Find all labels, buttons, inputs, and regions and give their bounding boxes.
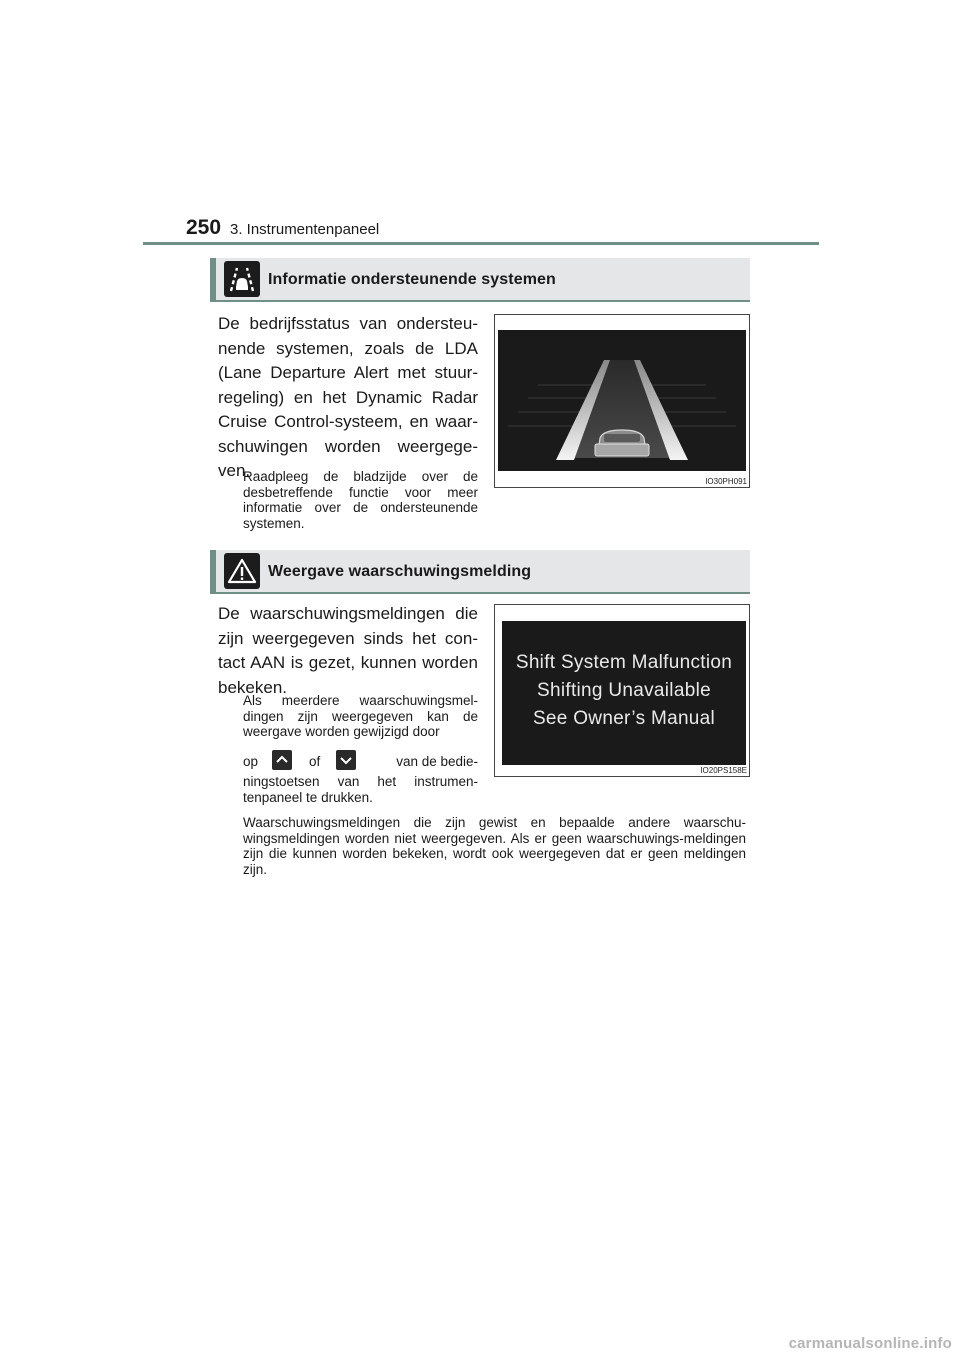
chevron-down-icon [336,750,356,770]
warning-line: Shifting Unavailable [537,680,711,701]
note-op: op [243,754,259,769]
section2-body: De waarschuwingsmeldingen die zijn weergegeven sinds het con-tact AAN is gezet, kunnen worden bekeken. [218,604,478,697]
car-lane-icon [224,261,260,297]
note-van: van de bedie- [396,754,478,769]
figure-lane-display [494,314,750,488]
warning-line: See Owner’s Manual [532,708,716,729]
key-instruction-line [243,749,478,773]
section1-body: De bedrijfsstatus van ondersteu-nende systemen, zoals de LDA (Lane Departure Alert met stuur-regeling) en het Dynamic Radar Cruise Control-systeem, en waar-schuwingen worden weergege-ven. [218,314,478,480]
figure-warning-display [494,604,750,777]
section-title: Informatie ondersteunende systemen [268,271,556,288]
section-header-support-systems [210,258,750,302]
section2-wide-note: Waarschuwingsmeldingen die zijn gewist en bepaalde andere waarschu-wingsmeldingen worden niet weergegeven. Als er geen waarschuwings-meldingen zijn die kunnen worden bekeken, wordt ook weergegeven dat er geen meldingen zijn. [243,815,746,877]
warning-line: Shift System Malfunction [515,652,733,673]
figure-code: IO30PH091 [705,477,747,486]
watermark: carmanualsonline.info [788,1335,952,1352]
section-title: Weergave waarschuwingsmelding [268,563,532,580]
note-of: of [309,754,321,769]
chapter-title: 3. Instrumentenpaneel [230,221,380,238]
warning-triangle-icon [224,553,260,589]
page-number: 250 [186,216,222,239]
section-header-warning-display [210,550,750,594]
section2-note-intro: Als meerdere waarschuwingsmel-dingen zijn weergegeven kan de weergave worden gewijzigd door [243,693,478,739]
header-divider [143,242,819,245]
section2-note-end: ningstoetsen van het instrumen-tenpaneel te drukken. [243,774,478,805]
figure-code: IO20PS158E [700,766,747,775]
warning-display-screen [502,621,746,765]
lane-display-screen [498,330,746,471]
chevron-up-icon [272,750,292,770]
section1-note: Raadpleeg de bladzijde over de desbetreffende functie voor meer informatie over de ondersteunende systemen. [243,469,478,531]
